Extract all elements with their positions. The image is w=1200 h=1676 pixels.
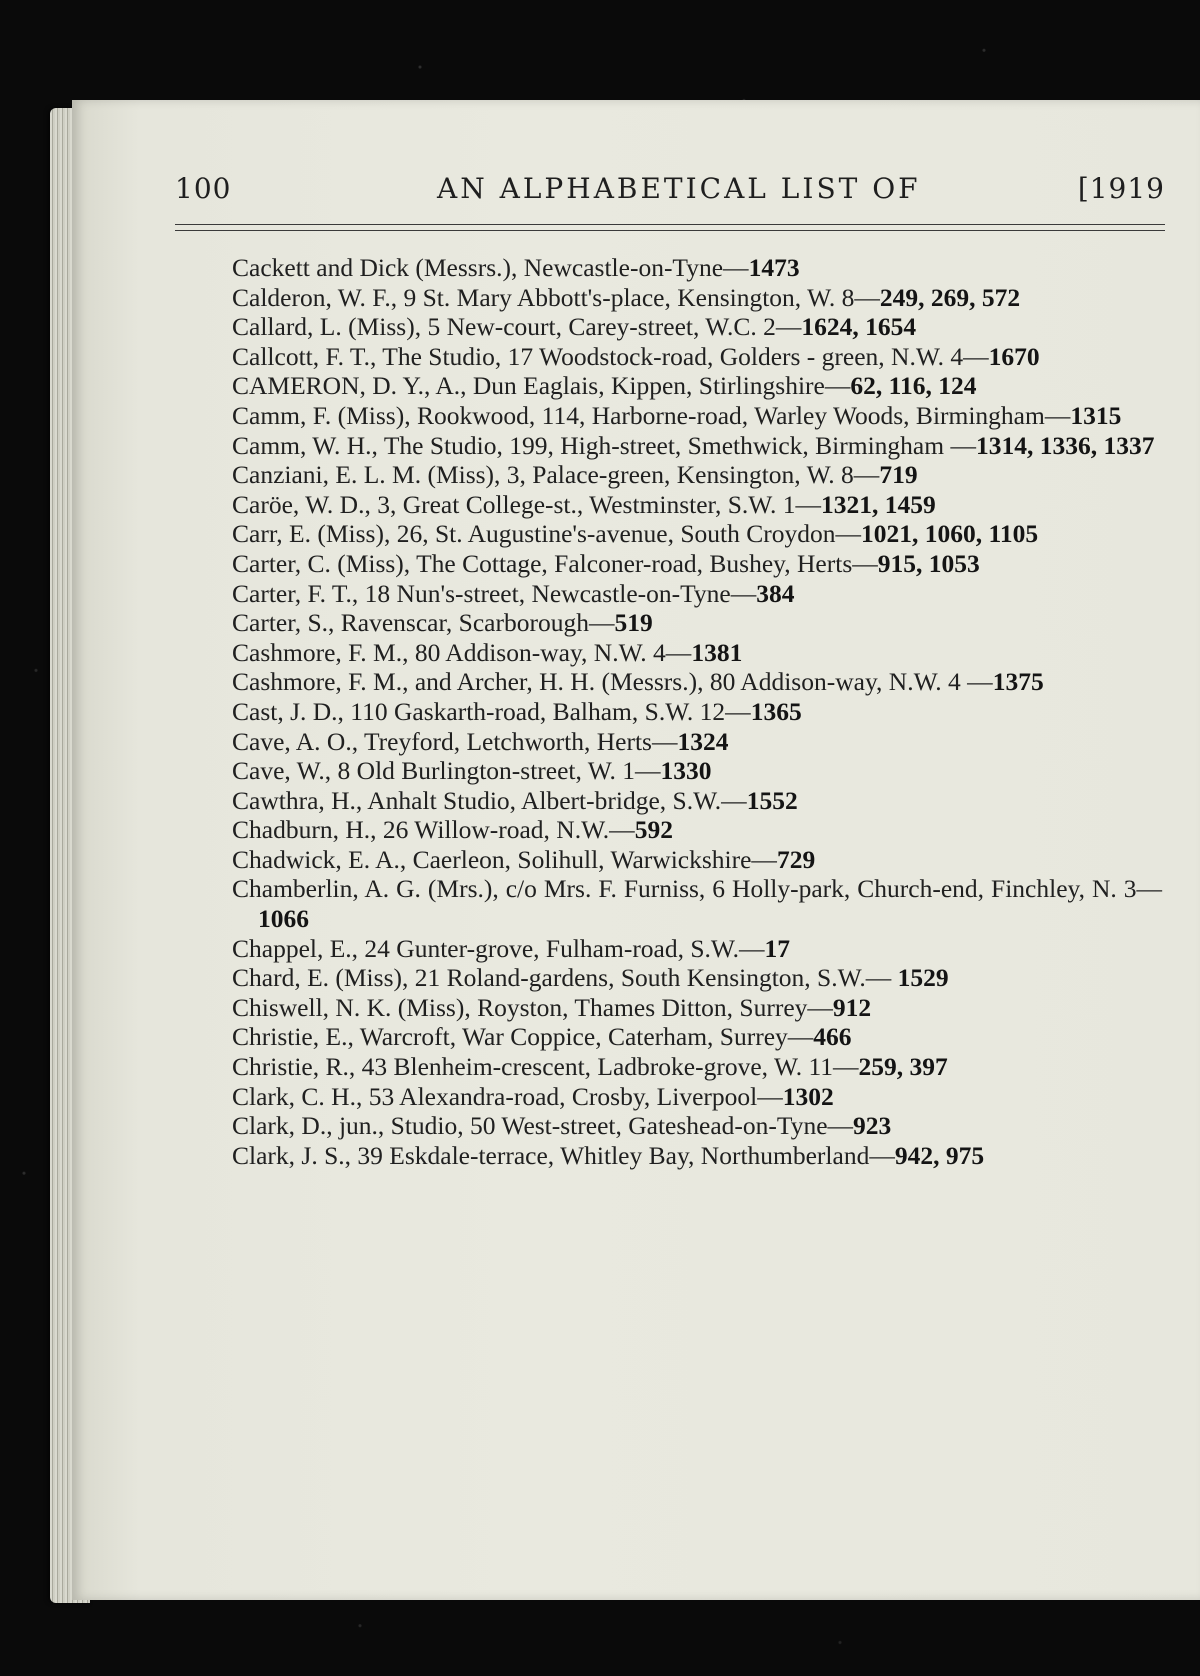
list-item (232, 579, 1162, 609)
list-item (232, 312, 1162, 342)
running-title: AN ALPHABETICAL LIST OF (437, 172, 921, 205)
entry-refs: 1670 (988, 341, 1040, 371)
entry-refs: 592 (634, 815, 673, 845)
list-item (232, 253, 1162, 283)
entry-text: Christie, E., Warcroft, War Coppice, Caterham, Surrey— (232, 1022, 814, 1052)
header-year: [1919 (1077, 172, 1165, 205)
entry-text: Clark, J. S., 39 Eskdale-terrace, Whitley Bay, Northumberland— (232, 1140, 895, 1170)
entry-refs: 1529 (897, 963, 949, 993)
entry-refs: 719 (879, 460, 918, 490)
entry-text: Cave, A. O., Treyford, Letchworth, Herts— (232, 726, 678, 756)
entry-text: Cast, J. D., 110 Gaskarth-road, Balham, S.W. 12— (232, 696, 751, 726)
entry-text: Carter, F. T., 18 Nun's-street, Newcastle-on-Tyne— (232, 578, 757, 608)
entry-refs: 1021, 1060, 1105 (861, 519, 1039, 549)
entry-refs: 1066 (258, 904, 309, 934)
entry-refs: 1381 (691, 637, 743, 667)
entry-refs: 1365 (750, 696, 802, 726)
list-item (232, 815, 1162, 845)
list-item (232, 697, 1162, 727)
entry-text: Cashmore, F. M., 80 Addison-way, N.W. 4— (232, 637, 692, 667)
entry-text: Chamberlin, A. G. (Mrs.), c/o Mrs. F. Furniss, 6 Holly-park, Church-end, Finchley, N. 3— (232, 874, 1162, 904)
entry-text: Christie, R., 43 Blenheim-crescent, Ladbroke-grove, W. 11— (232, 1052, 859, 1082)
entry-refs: 912 (832, 992, 872, 1022)
entry-text: Cackett and Dick (Messrs.), Newcastle-on-Tyne— (232, 253, 749, 282)
entry-text: CAMERON, D. Y., A., Dun Eaglais, Kippen, Stirlingshire— (232, 371, 851, 401)
entry-refs: 466 (813, 1022, 852, 1052)
entry-text: Chappel, E., 24 Gunter-grove, Fulham-road, S.W.— (232, 933, 765, 963)
entry-text: Cave, W., 8 Old Burlington-street, W. 1— (232, 756, 661, 786)
entry-refs: 62, 116, 124 (850, 371, 977, 401)
entry-refs: 1321, 1459 (821, 489, 936, 519)
entry-refs: 1473 (748, 253, 800, 282)
entry-refs: 259, 397 (858, 1052, 948, 1082)
entry-text: Carter, S., Ravenscar, Scarborough— (232, 608, 615, 638)
header-rule-top (175, 224, 1165, 225)
list-item (232, 756, 1162, 786)
entry-refs: 915, 1053 (877, 548, 980, 578)
entry-text: Chard, E. (Miss), 21 Roland-gardens, South Kensington, S.W.— (232, 963, 898, 993)
list-item (232, 549, 1162, 579)
list-item (232, 460, 1162, 490)
entry-refs: 519 (614, 608, 653, 638)
entry-text: Chadburn, H., 26 Willow-road, N.W.— (232, 815, 635, 845)
entry-list (232, 253, 1162, 1170)
list-item (232, 727, 1162, 757)
entry-text: Chiswell, N. K. (Miss), Royston, Thames Ditton, Surrey— (232, 992, 833, 1022)
page-header (175, 172, 1165, 212)
entry-text: Chadwick, E. A., Caerleon, Solihull, Warwickshire— (232, 844, 777, 874)
entry-refs: 17 (764, 933, 791, 963)
list-item (232, 845, 1162, 875)
entry-text: Calderon, W. F., 9 St. Mary Abbott's-place, Kensington, W. 8— (232, 282, 880, 312)
list-item (232, 934, 1162, 964)
entry-text: Callcott, F. T., The Studio, 17 Woodstock-road, Golders - green, N.W. 4— (232, 341, 989, 371)
entry-text: Clark, C. H., 53 Alexandra-road, Crosby, Liverpool— (232, 1081, 783, 1111)
entry-text: Cawthra, H., Anhalt Studio, Albert-bridge, S.W.— (232, 785, 747, 815)
entry-refs: 249, 269, 572 (879, 282, 1021, 312)
list-item (232, 1022, 1162, 1052)
list-item (232, 342, 1162, 372)
list-item (232, 993, 1162, 1023)
entry-refs: 384 (756, 578, 795, 608)
entry-refs: 1624, 1654 (801, 312, 917, 342)
entry-refs: 1375 (992, 667, 1044, 697)
list-item (232, 283, 1162, 313)
entry-refs: 942, 975 (894, 1140, 985, 1170)
list-item (232, 519, 1162, 549)
list-item (232, 963, 1162, 993)
entry-text: Canziani, E. L. M. (Miss), 3, Palace-green, Kensington, W. 8— (232, 460, 880, 490)
list-item (232, 401, 1162, 431)
entry-refs: 729 (776, 844, 816, 874)
list-item (232, 431, 1162, 461)
entry-text: Carter, C. (Miss), The Cottage, Falconer-road, Bushey, Herts— (232, 548, 878, 578)
list-item (232, 1141, 1162, 1171)
page-number: 100 (175, 172, 232, 205)
entry-text: Camm, W. H., The Studio, 199, High-street, Smethwick, Birmingham — (232, 430, 976, 460)
list-item (232, 490, 1162, 520)
entry-text: Callard, L. (Miss), 5 New-court, Carey-street, W.C. 2— (232, 312, 802, 342)
list-item (232, 1052, 1162, 1082)
list-item (232, 874, 1162, 933)
entry-refs: 1314, 1336, 1337 (975, 430, 1155, 460)
entry-text: Cashmore, F. M., and Archer, H. H. (Messrs.), 80 Addison-way, N.W. 4 — (232, 667, 993, 697)
list-item (232, 638, 1162, 668)
entry-text: Caröe, W. D., 3, Great College-st., Westminster, S.W. 1— (232, 489, 822, 519)
entry-text: Clark, D., jun., Studio, 50 West-street, Gateshead-on-Tyne— (232, 1111, 854, 1141)
list-item (232, 786, 1162, 816)
entry-refs: 1302 (782, 1081, 834, 1111)
entry-refs: 1324 (677, 726, 729, 756)
list-item (232, 608, 1162, 638)
entry-refs: 923 (853, 1111, 892, 1141)
entry-refs: 1330 (660, 756, 712, 786)
header-rule-bottom (175, 230, 1165, 231)
list-item (232, 1082, 1162, 1112)
list-item (232, 1111, 1162, 1141)
entry-text: Carr, E. (Miss), 26, St. Augustine's-avenue, South Croydon— (232, 519, 861, 549)
entry-refs: 1552 (746, 785, 798, 815)
entry-refs: 1315 (1070, 400, 1122, 430)
list-item (232, 371, 1162, 401)
entry-text: Camm, F. (Miss), Rookwood, 114, Harborne-road, Warley Woods, Birmingham— (232, 400, 1071, 430)
list-item (232, 667, 1162, 697)
